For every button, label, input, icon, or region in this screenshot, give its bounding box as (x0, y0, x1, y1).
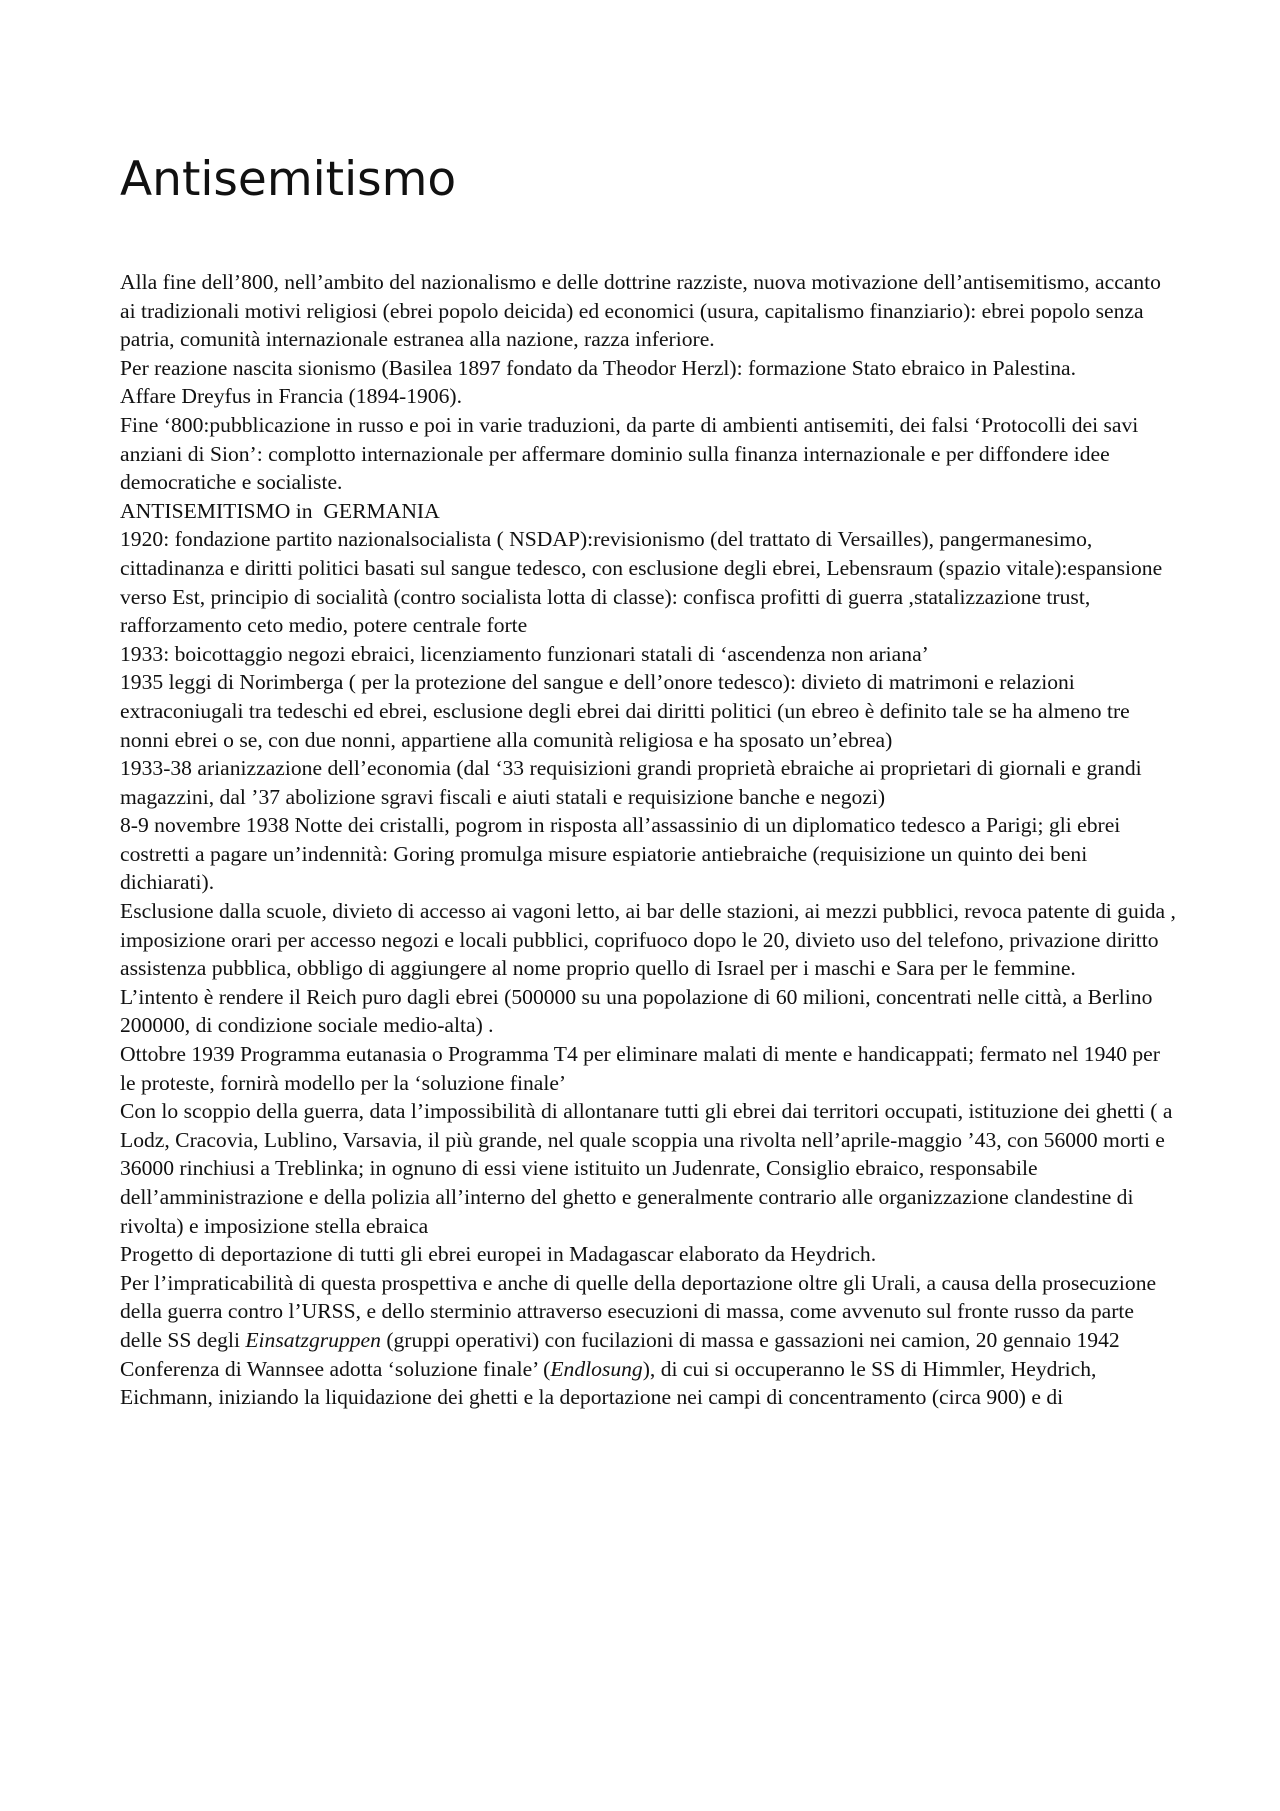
section-heading: ANTISEMITISMO in GERMANIA (120, 498, 440, 523)
text-run: (gruppi operativi) con fucilazioni di massa e gassazioni nei camion, 20 gennaio 1942 Conferenza di Wannsee adotta ‘soluzione finale’ ( (120, 1327, 1120, 1381)
paragraph: L’intento è rendere il Reich puro dagli ebrei (500000 su una popolazione di 60 milioni, concentrati nelle città, a Berlino 200000, di condizione sociale medio-alta) . (120, 984, 1153, 1038)
paragraph: Esclusione dalla scuole, divieto di accesso ai vagoni letto, ai bar delle stazioni, ai mezzi pubblici, revoca patente di guida , imposizione orari per accesso negozi e locali pubblici, coprifuoco dopo le 20, divieto uso del telefono, privazione diritto assistenza pubblica, obbligo di aggiungere al nome proprio quello di Israel per i maschi e Sara per le femmine. (120, 899, 1176, 981)
paragraph: Per reazione nascita sionismo (Basilea 1897 fondato da Theodor Herzl): formazione Stato ebraico in Palestina. (120, 355, 1077, 380)
document-title: Antisemitismo (120, 152, 457, 207)
paragraph: 1935 leggi di Norimberga ( per la protezione del sangue e dell’onore tedesco): divieto di matrimoni e relazioni extraconiugali tra tedeschi ed ebrei, esclusione degli ebrei dai diritti politici (un ebreo è definito tale se ha almeno tre nonni ebrei o se, con due nonni, appartiene alla comunità religiosa e ha sposato un’ebrea) (120, 670, 1130, 752)
italic-term: Einsatzgruppen (245, 1327, 381, 1352)
paragraph: Affare Dreyfus in Francia (1894-1906). (120, 384, 462, 409)
italic-term: Endlosung (550, 1356, 643, 1381)
text-run: Per l’impraticabilità di questa prospettiva e anche di quelle della deportazione oltre gli Urali, a causa della prosecuzione della guerra contro l’URSS, e dello sterminio attraverso esecuzioni di massa, come avvenuto sul fronte russo da parte delle SS degli (120, 1270, 1157, 1352)
paragraph: Con lo scoppio della guerra, data l’impossibilità di allontanare tutti gli ebrei dai territori occupati, istituzione dei ghetti ( a Lodz, Cracovia, Lublino, Varsavia, il più grande, nel quale scoppia una rivolta nell’aprile-maggio ’43, con 56000 morti e 36000 rinchiusi a Treblinka; in ognuno di essi viene istituito un Judenrate, Consiglio ebraico, responsabile dell’amministrazione e della polizia all’interno del ghetto e generalmente contrario alle organizzazione clandestine di rivolta) e imposizione stella ebraica (120, 1099, 1173, 1238)
paragraph: Alla fine dell’800, nell’ambito del nazionalismo e delle dottrine razziste, nuova motivazione dell’antisemitismo, accanto ai tradizionali motivi religiosi (ebrei popolo deicida) ed economici (usura, capitalismo finanziario): ebrei popolo senza patria, comunità internazionale estranea alla nazione, razza inferiore. (120, 270, 1161, 352)
paragraph: Fine ‘800:pubblicazione in russo e poi in varie traduzioni, da parte di ambienti antisemiti, dei falsi ‘Protocolli dei savi anziani di Sion’: complotto internazionale per affermare dominio sulla finanza internazionale e per diffondere idee democratiche e socialiste. (120, 412, 1139, 495)
paragraph: Progetto di deportazione di tutti gli ebrei europei in Madagascar elaborato da Heydrich. (120, 1242, 877, 1267)
document-body (120, 268, 1180, 1412)
paragraph: 1933-38 arianizzazione dell’economia (dal ‘33 requisizioni grandi proprietà ebraiche ai proprietari di giornali e grandi magazzini, dal ’37 abolizione sgravi fiscali e aiuti statali e requisizione banche e negozi) (120, 756, 1142, 809)
paragraph: Ottobre 1939 Programma eutanasia o Programma T4 per eliminare malati di mente e handicappati; fermato nel 1940 per le proteste, fornirà modello per la ‘soluzione finale’ (120, 1042, 1160, 1095)
text-run: ), di cui si occuperanno le SS di Himmler, Heydrich, Eichmann, iniziando la liquidazione dei ghetti e la deportazione nei campi di concentramento (circa 900) e di (120, 1356, 1097, 1410)
paragraph: 8-9 novembre 1938 Notte dei cristalli, pogrom in risposta all’assassinio di un diplomatico tedesco a Parigi; gli ebrei costretti a pagare un’indennità: Goring promulga misure espiatorie antiebraiche (requisizione un quinto dei beni dichiarati). (120, 813, 1121, 895)
paragraph: 1933: boicottaggio negozi ebraici, licenziamento funzionari statali di ‘ascendenza non ariana’ (120, 641, 929, 666)
paragraph: 1920: fondazione partito nazionalsocialista ( NSDAP):revisionismo (del trattato di Versailles), pangermanesimo, cittadinanza e diritti politici basati sul sangue tedesco, con esclusione degli ebrei, Lebensraum (spazio vitale):espansione verso Est, principio di socialità (contro socialista lotta di classe): confisca profitti di guerra ,statalizzazione trust, rafforzamento ceto medio, potere centrale forte (120, 527, 1163, 638)
paragraph-last (120, 1269, 1180, 1412)
